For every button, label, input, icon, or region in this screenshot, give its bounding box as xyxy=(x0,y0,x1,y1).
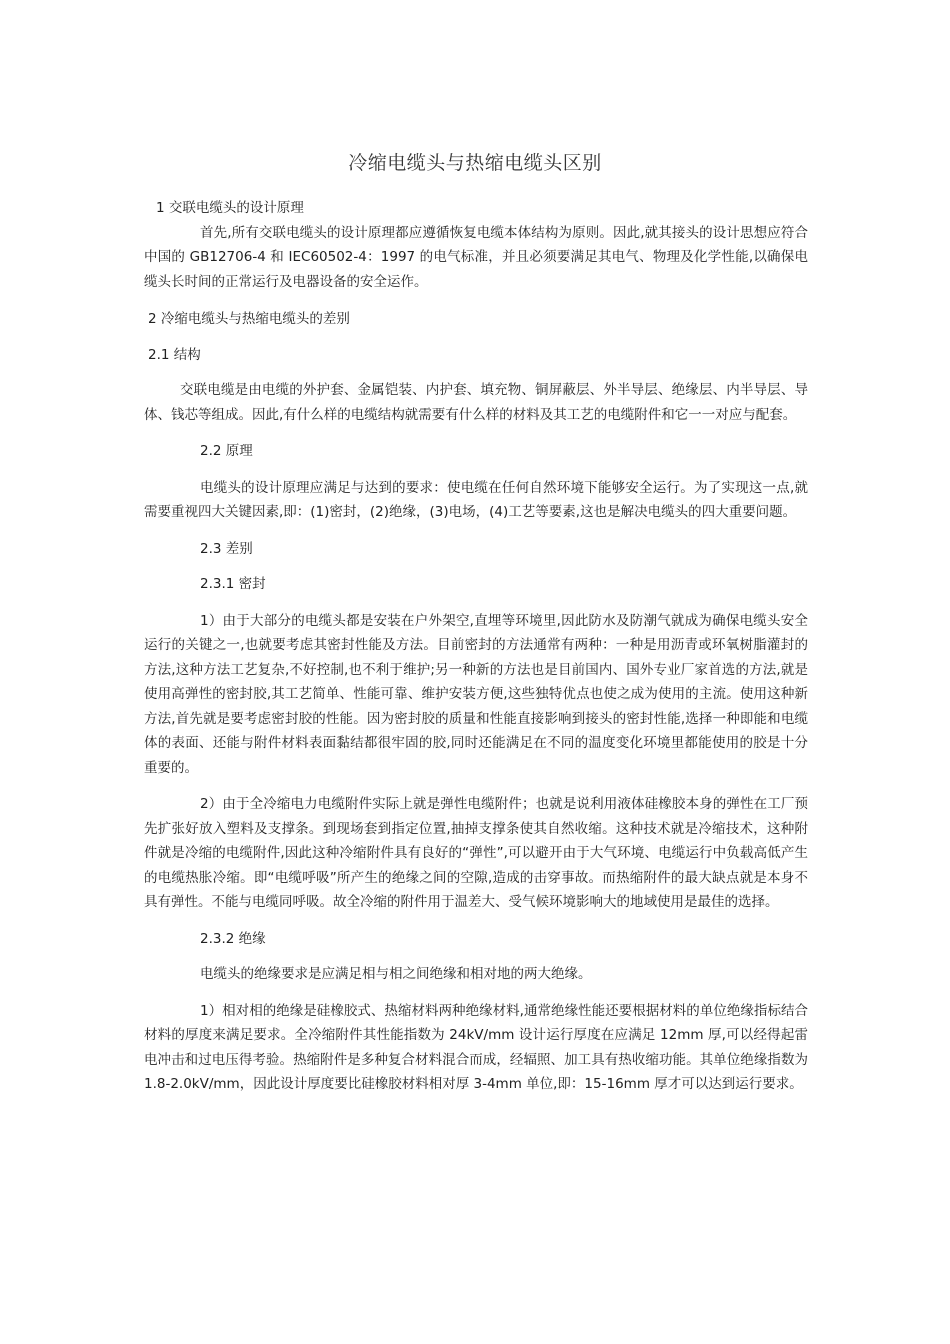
paragraph-sealing-2: 2）由于全冷缩电力电缆附件实际上就是弹性电缆附件；也就是说利用液体硅橡胶本身的弹性在工厂预先扩张好放入塑料及支撑条。到现场套到指定位置,抽掉支撑条使其自然收缩。这种技术就是冷缩技术，这种附件就是冷缩的电缆附件,因此这种冷缩附件具有良好的“弹性”,可以避开由于大气环境、电缆运行中负载高低产生的电缆热胀冷缩。即“电缆呼吸”所产生的绝缘之间的空隙,造成的击穿事故。而热缩附件的最大缺点就是本身不具有弹性。不能与电缆同呼吸。故全冷缩的附件用于温差大、受气候环境影响大的地域使用是最佳的选择。 xyxy=(144,796,808,910)
heading-2-1: 2.1 结构 xyxy=(148,346,201,363)
paragraph-principle: 电缆头的设计原理应满足与达到的要求：使电缆在任何自然环境下能够安全运行。为了实现这一点,就需要重视四大关键因素,即：(1)密封，(2)绝缘，(3)电场，(4)工艺等要素,这也是解决电缆头的四大重要问题。 xyxy=(144,479,808,520)
paragraph-insulation: 电缆头的绝缘要求是应满足相与相之间绝缘和相对地的两大绝缘。 xyxy=(200,966,592,982)
document-body xyxy=(144,196,808,1097)
paragraph-sealing-1: 1）由于大部分的电缆头都是安装在户外架空,直埋等环境里,因此防水及防潮气就成为确保电缆头安全运行的关键之一,也就要考虑其密封性能及方法。目前密封的方法通常有两种：一种是用沥青或环氧树脂灌封的方法,这种方法工艺复杂,不好控制,也不利于维护;另一种新的方法也是目前国内、国外专业厂家首选的方法,就是使用高弹性的密封胶,其工艺简单、性能可靠、维护安装方便,这些独特优点也使之成为使用的主流。使用这种新方法,首先就是要考虑密封胶的性能。因为密封胶的质量和性能直接影响到接头的密封性能,选择一种即能和电缆体的表面、还能与附件材料表面黏结都很牢固的胶,同时还能满足在不同的温度变化环境里都能使用的胶是十分重要的。 xyxy=(144,612,808,776)
heading-2-3: 2.3 差别 xyxy=(200,540,253,557)
document-title: 冷缩电缆头与热缩电缆头区别 xyxy=(348,152,602,174)
heading-1: 1 交联电缆头的设计原理 xyxy=(156,200,304,216)
heading-2-2: 2.2 原理 xyxy=(200,443,253,459)
heading-2-3-2: 2.3.2 绝缘 xyxy=(200,930,266,947)
paragraph-insulation-1: 1）相对相的绝缘是硅橡胶式、热缩材料两种绝缘材料,通常绝缘性能还要根据材料的单位绝缘指标结合材料的厚度来满足要求。全冷缩附件其性能指数为 24kV/mm 设计运行厚度在应满足 12mm 厚,可以经得起雷电冲击和过电压得考验。热缩附件是多种复合材料混合而成，经辐照、加工具有热收缩功能。其单位绝缘指数为 1.8-2.0kV/mm，因此设计厚度要比硅橡胶材料相对厚 3-4mm 单位,即：15-16mm 厚才可以达到运行要求。 xyxy=(144,1002,808,1092)
heading-2: 2 冷缩电缆头与热缩电缆头的差别 xyxy=(148,311,350,327)
paragraph-structure: 交联电缆是由电缆的外护套、金属铠装、内护套、填充物、铜屏蔽层、外半导层、绝缘层、内半导层、导体、钱芯等组成。因此,有什么样的电缆结构就需要有什么样的材料及其工艺的电缆附件和它一一对应与配套。 xyxy=(144,382,808,423)
paragraph-design-principle: 首先,所有交联电缆头的设计原理都应遵循恢复电缆本体结构为原则。因此,就其接头的设计思想应符合中国的 GB12706-4 和 IEC60502-4：1997 的电气标准，并且必须要满足其电气、物理及化学性能,以确保电缆头长时间的正常运行及电器设备的安全运作。 xyxy=(144,224,808,290)
heading-2-3-1: 2.3.1 密封 xyxy=(200,576,266,592)
